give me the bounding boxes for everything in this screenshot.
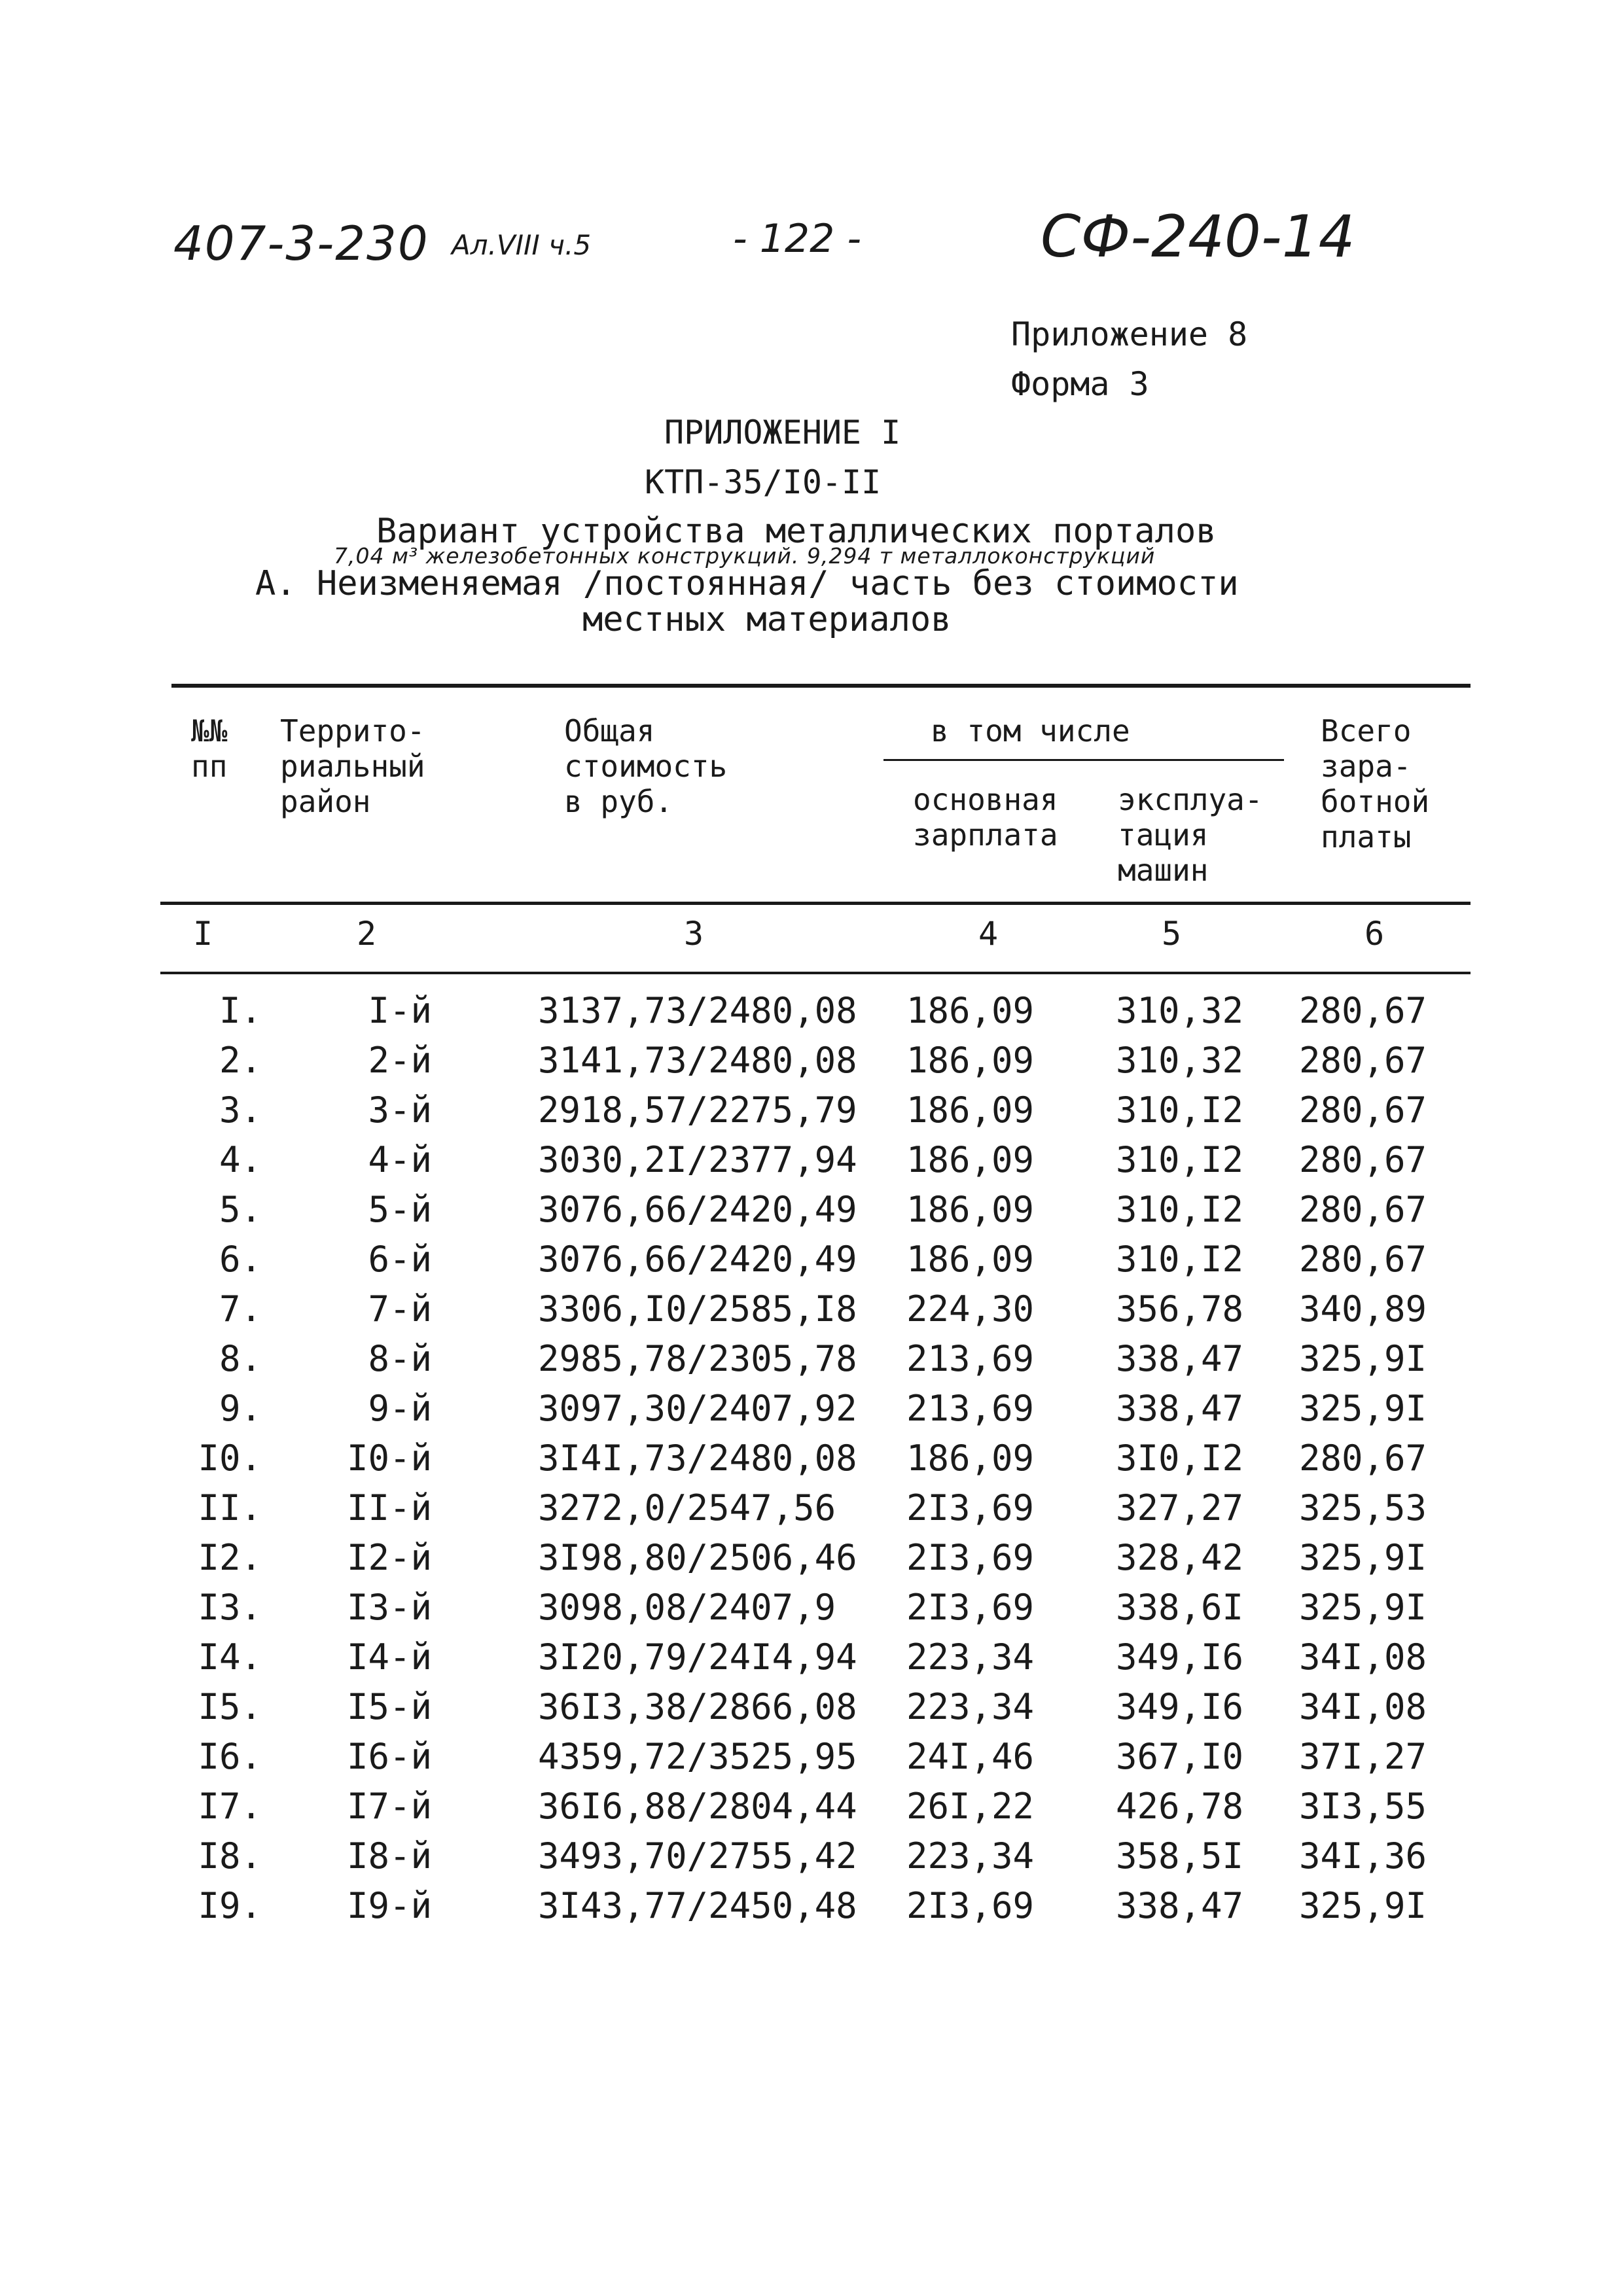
cell-total-salary: 34I,36 [1299,1835,1427,1877]
cell-total-salary: 280,67 [1299,1139,1427,1180]
including-underline [883,759,1284,761]
table-row [0,1885,1623,1935]
cell-total-cost: 3306,I0/2585,I8 [538,1288,857,1330]
cell-total-salary: 280,67 [1299,1040,1427,1081]
cell-machine-operation: 358,5I [1116,1835,1244,1877]
cell-machine-operation: 310,I2 [1116,1189,1244,1230]
cell-number: 9. [219,1388,262,1429]
cell-total-cost: 3I98,80/2506,46 [538,1537,857,1578]
table-row [0,1438,1623,1487]
cell-machine-operation: 338,47 [1116,1885,1244,1926]
cell-machine-operation: 349,I6 [1116,1636,1244,1678]
handwritten-doc-code: 407-3-230 [173,216,429,271]
column-number: 6 [1364,915,1385,953]
table-row [0,1636,1623,1686]
cell-total-salary: 34I,08 [1299,1686,1427,1727]
cell-total-salary: 340,89 [1299,1288,1427,1330]
table-row [0,1388,1623,1438]
col-header-line: эксплуа- [1118,782,1263,817]
cell-territory: I4-й [346,1636,432,1678]
cell-total-salary: 325,9I [1299,1537,1427,1578]
cell-total-cost: 3030,2I/2377,94 [538,1139,857,1180]
cell-number: 2. [219,1040,262,1081]
table-row [0,1189,1623,1239]
cell-total-cost: 2918,57/2275,79 [538,1089,857,1131]
cell-base-salary: 186,09 [906,1089,1035,1131]
cell-territory: I7-й [346,1786,432,1827]
cell-territory: 5-й [368,1189,432,1230]
cell-number: I9. [198,1885,262,1926]
cell-base-salary: 213,69 [906,1338,1035,1379]
cell-machine-operation: 327,27 [1116,1487,1244,1528]
table-row [0,1686,1623,1736]
cell-number: I8. [198,1835,262,1877]
cell-total-cost: 4359,72/3525,95 [538,1736,857,1777]
column-number: 4 [978,915,999,953]
column-number: 3 [684,915,704,953]
cell-base-salary: 186,09 [906,1139,1035,1180]
cell-number: I5. [198,1686,262,1727]
column-number: I [193,915,213,953]
col-header-total-salary [1321,713,1429,855]
col-header-line: №№ [191,713,228,749]
cell-total-cost: 3137,73/2480,08 [538,990,857,1031]
cell-machine-operation: 338,47 [1116,1338,1244,1379]
cell-total-cost: 36I3,38/2866,08 [538,1686,857,1727]
cell-base-salary: 223,34 [906,1636,1035,1678]
cell-machine-operation: 310,I2 [1116,1139,1244,1180]
table-row [0,1786,1623,1835]
table-row [0,1835,1623,1885]
cell-total-salary: 3I3,55 [1299,1786,1427,1827]
handwritten-sheet-ref: Ал.VIII ч.5 [452,229,592,261]
handwritten-series-code: СФ-240-14 [1041,203,1355,270]
cell-total-cost: 3098,08/2407,9 [538,1587,836,1628]
column-number: 2 [357,915,377,953]
cell-total-salary: 280,67 [1299,1089,1427,1131]
col-header-line: стоимость [564,749,728,784]
cell-machine-operation: 338,6I [1116,1587,1244,1628]
cell-territory: II-й [346,1487,432,1528]
cell-machine-operation: 367,I0 [1116,1736,1244,1777]
cell-territory: 6-й [368,1239,432,1280]
cell-machine-operation: 310,32 [1116,1040,1244,1081]
cell-number: 4. [219,1139,262,1180]
table-row [0,1139,1623,1189]
table-row [0,1736,1623,1786]
col-header-territory [280,713,425,819]
cell-territory: I2-й [346,1537,432,1578]
cell-base-salary: 186,09 [906,1239,1035,1280]
cell-territory: 9-й [368,1388,432,1429]
col-header-line: Террито- [280,713,425,749]
page-subtitle: КТП-35/I0-II [645,463,882,501]
table-row [0,1487,1623,1537]
cell-territory: 8-й [368,1338,432,1379]
cell-total-cost: 3I43,77/2450,48 [538,1885,857,1926]
col-header-base-salary [913,782,1058,853]
cell-total-salary: 280,67 [1299,1189,1427,1230]
col-header-line: Общая [564,713,655,749]
table-row [0,1239,1623,1288]
col-header-line: машин [1118,853,1209,888]
cell-number: 6. [219,1239,262,1280]
cell-total-cost: 3I20,79/24I4,94 [538,1636,857,1678]
cell-base-salary: 223,34 [906,1686,1035,1727]
cell-number: I6. [198,1736,262,1777]
cell-number: I4. [198,1636,262,1678]
table-row [0,1338,1623,1388]
cell-total-salary: 325,9I [1299,1587,1427,1628]
cell-total-cost: 3076,66/2420,49 [538,1239,857,1280]
cell-machine-operation: 310,I2 [1116,1089,1244,1131]
cell-number: I0. [198,1438,262,1479]
table-row [0,1040,1623,1089]
cell-number: I2. [198,1537,262,1578]
handwritten-quantities-note: 7,04 м³ железобетонных конструкций. 9,294 т металлоконструкций [334,543,1156,569]
col-header-number [191,713,227,784]
cell-machine-operation: 310,I2 [1116,1239,1244,1280]
cell-base-salary: 186,09 [906,1189,1035,1230]
cell-base-salary: 2I3,69 [906,1537,1035,1578]
cell-total-salary: 325,9I [1299,1338,1427,1379]
cell-base-salary: 213,69 [906,1388,1035,1429]
cell-territory: I6-й [346,1736,432,1777]
table-row [0,1537,1623,1587]
cell-number: 7. [219,1288,262,1330]
column-number: 5 [1162,915,1182,953]
cell-total-salary: 37I,27 [1299,1736,1427,1777]
cell-machine-operation: 349,I6 [1116,1686,1244,1727]
cell-machine-operation: 426,78 [1116,1786,1244,1827]
cell-number: II. [198,1487,262,1528]
table-row [0,1089,1623,1139]
cell-total-cost: 2985,78/2305,78 [538,1338,857,1379]
cell-machine-operation: 338,47 [1116,1388,1244,1429]
col-header-line: платы [1321,819,1412,855]
cell-territory: I8-й [346,1835,432,1877]
cell-base-salary: 186,09 [906,990,1035,1031]
cell-number: I. [219,990,262,1031]
cell-machine-operation: 356,78 [1116,1288,1244,1330]
cell-number: I3. [198,1587,262,1628]
cell-total-salary: 325,53 [1299,1487,1427,1528]
col-header-line: район [280,784,371,819]
cell-territory: I9-й [346,1885,432,1926]
handwritten-page-number: - 122 - [733,216,861,262]
cell-base-salary: 2I3,69 [906,1487,1035,1528]
cell-number: 5. [219,1189,262,1230]
cell-total-cost: 3272,0/2547,56 [538,1487,836,1528]
col-header-line: пп [191,749,228,784]
cell-total-cost: 3076,66/2420,49 [538,1189,857,1230]
table-row [0,990,1623,1040]
col-header-line: в руб. [564,784,673,819]
cell-total-cost: 36I6,88/2804,44 [538,1786,857,1827]
col-header-line: ботной [1321,784,1430,819]
appendix-label: Приложение 8 [1011,315,1248,353]
col-header-line: основная [913,782,1058,817]
cell-base-salary: 223,34 [906,1835,1035,1877]
cell-territory: 4-й [368,1139,432,1180]
col-header-line: зарплата [913,817,1058,853]
cell-machine-operation: 3I0,I2 [1116,1438,1244,1479]
cell-total-salary: 325,9I [1299,1885,1427,1926]
cell-territory: I-й [368,990,432,1031]
page-title: ПРИЛОЖЕНИЕ I [664,414,901,451]
cell-total-salary: 280,67 [1299,1239,1427,1280]
col-header-line: Всего [1321,713,1412,749]
cell-total-cost: 3493,70/2755,42 [538,1835,857,1877]
cell-base-salary: 224,30 [906,1288,1035,1330]
col-header-machine-operation [1118,782,1263,888]
col-header-line: зара- [1321,749,1412,784]
cell-territory: 3-й [368,1089,432,1131]
cell-number: I7. [198,1786,262,1827]
cell-number: 8. [219,1338,262,1379]
cell-total-salary: 34I,08 [1299,1636,1427,1678]
section-a-title: А. Неизменяемая /постоянная/ часть без стоимости [255,564,1239,603]
cell-territory: I0-й [346,1438,432,1479]
cell-total-cost: 3097,30/2407,92 [538,1388,857,1429]
cell-total-cost: 3I4I,73/2480,08 [538,1438,857,1479]
table-row [0,1587,1623,1636]
cell-territory: I5-й [346,1686,432,1727]
cell-total-salary: 325,9I [1299,1388,1427,1429]
cell-number: 3. [219,1089,262,1131]
form-label: Форма 3 [1011,365,1149,403]
column-number-rule [160,972,1471,974]
table-row [0,1288,1623,1338]
cell-base-salary: 24I,46 [906,1736,1035,1777]
cell-base-salary: 26I,22 [906,1786,1035,1827]
cell-base-salary: 2I3,69 [906,1587,1035,1628]
header-bottom-rule [160,902,1471,905]
cell-machine-operation: 328,42 [1116,1537,1244,1578]
cell-total-cost: 3141,73/2480,08 [538,1040,857,1081]
cell-total-salary: 280,67 [1299,1438,1427,1479]
cell-territory: I3-й [346,1587,432,1628]
col-header-line: тация [1118,817,1209,853]
section-a-title-continued: местных материалов [582,600,952,639]
cell-territory: 7-й [368,1288,432,1330]
col-header-including: в том числе [931,713,1130,749]
col-header-total-cost [564,713,727,819]
cell-base-salary: 2I3,69 [906,1885,1035,1926]
variant-description: Вариант устройства металлических порталов [376,512,1217,551]
col-header-line: риальный [280,749,425,784]
table-top-rule [171,684,1471,688]
table-body [0,990,1623,1935]
cell-machine-operation: 310,32 [1116,990,1244,1031]
cell-total-salary: 280,67 [1299,990,1427,1031]
cell-base-salary: 186,09 [906,1438,1035,1479]
cell-base-salary: 186,09 [906,1040,1035,1081]
cell-territory: 2-й [368,1040,432,1081]
